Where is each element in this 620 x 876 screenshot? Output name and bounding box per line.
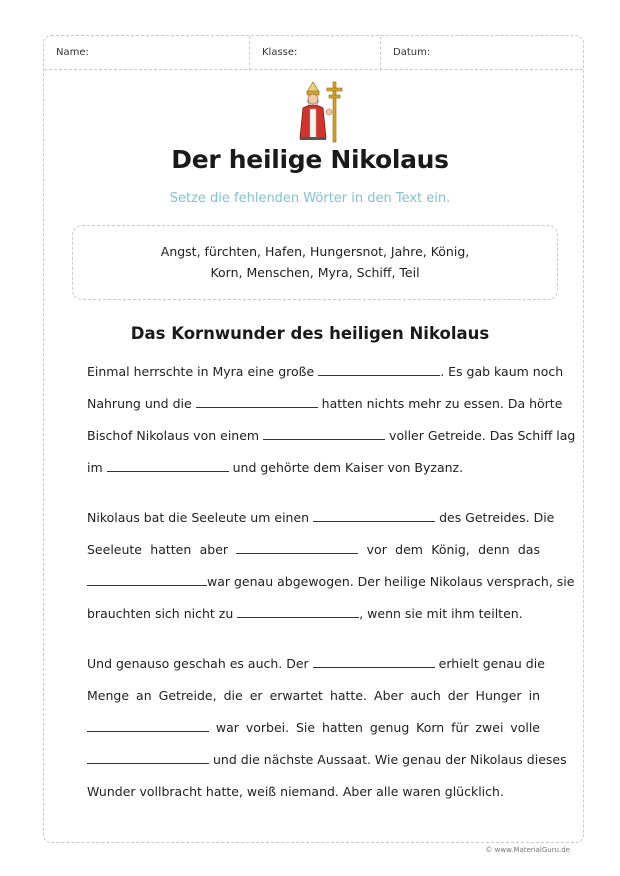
- blank-field[interactable]: [313, 520, 435, 522]
- text: voller Getreide. Das Schiff lag: [389, 428, 576, 443]
- paragraph-1: [87, 356, 576, 484]
- text: Bischof Nikolaus von einem: [87, 428, 260, 443]
- text: Seeleute hatten aber: [87, 542, 229, 557]
- text: Nikolaus bat die Seeleute um einen: [87, 510, 310, 525]
- date-label: Datum:: [393, 47, 431, 58]
- class-field[interactable]: [250, 36, 381, 70]
- paragraph-3: [87, 648, 567, 808]
- text: und die nächste Aussaat. Wie genau der Nikolaus dieses: [212, 752, 567, 767]
- blank-field[interactable]: [87, 584, 207, 586]
- name-label: Name:: [56, 47, 89, 58]
- text: war genau abgewogen. Der heilige Nikolaus versprach, sie: [207, 574, 575, 589]
- class-label: Klasse:: [262, 47, 298, 58]
- text: im: [87, 460, 103, 475]
- blank-field[interactable]: [87, 730, 209, 732]
- text: Und genauso geschah es auch. Der: [87, 656, 309, 671]
- copyright-footer: © www.MaterialGuru.de: [485, 846, 570, 854]
- header-row: [44, 36, 583, 70]
- blank-field[interactable]: [196, 406, 318, 408]
- blank-field[interactable]: [107, 470, 229, 472]
- text: Menge an Getreide, die er erwartet hatte. Aber auch der Hunger in: [87, 688, 540, 703]
- paragraph-2: [87, 502, 575, 630]
- text: Wunder vollbracht hatte, weiß niemand. Aber alle waren glücklich.: [87, 784, 504, 799]
- text: hatten nichts mehr zu essen. Da hörte: [321, 396, 563, 411]
- nikolaus-illustration: [296, 78, 346, 144]
- text: erhielt genau die: [438, 656, 545, 671]
- name-field[interactable]: [44, 36, 250, 70]
- blank-field[interactable]: [87, 762, 209, 764]
- blank-field[interactable]: [318, 374, 440, 376]
- text: vor dem König, denn das: [366, 542, 540, 557]
- blank-field[interactable]: [263, 438, 385, 440]
- text: war vorbei. Sie hatten genug Korn für zwei volle: [215, 720, 540, 735]
- date-field[interactable]: [381, 36, 585, 70]
- text: . Es gab kaum noch: [440, 364, 564, 379]
- text: des Getreides. Die: [439, 510, 555, 525]
- word-bank-line-1: Angst, fürchten, Hafen, Hungersnot, Jahre, König,: [160, 244, 470, 259]
- word-bank-line-2: Korn, Menschen, Myra, Schiff, Teil: [210, 265, 420, 280]
- text: Nahrung und die: [87, 396, 192, 411]
- text: brauchten sich nicht zu: [87, 606, 234, 621]
- section-title: Das Kornwunder des heiligen Nikolaus: [130, 324, 490, 343]
- page-title: Der heilige Nikolaus: [171, 145, 449, 174]
- blank-field[interactable]: [236, 552, 358, 554]
- instruction-subtitle: Setze die fehlenden Wörter in den Text ein.: [169, 191, 451, 206]
- blank-field[interactable]: [313, 666, 435, 668]
- blank-field[interactable]: [237, 616, 359, 618]
- text: Einmal herrschte in Myra eine große: [87, 364, 315, 379]
- text: , wenn sie mit ihm teilten.: [359, 606, 523, 621]
- word-bank: [72, 225, 558, 300]
- text: und gehörte dem Kaiser von Byzanz.: [232, 460, 464, 475]
